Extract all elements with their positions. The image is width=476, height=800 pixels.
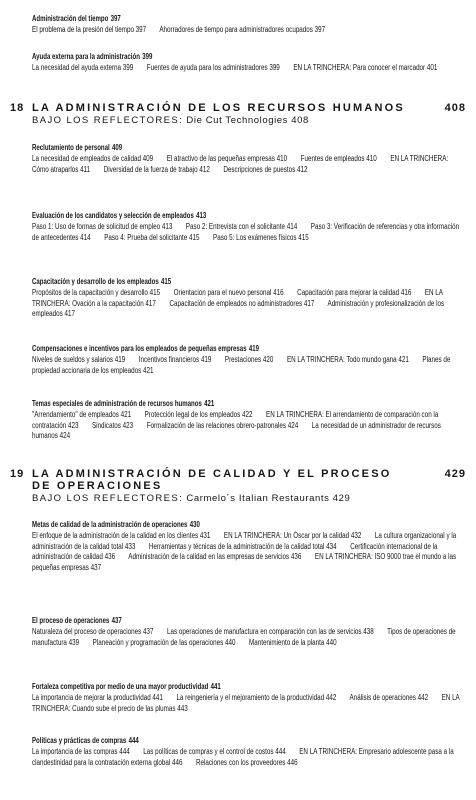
section-entries: [32, 747, 462, 768]
toc-entry: El enfoque de la administración de la calidad en los clientes 431: [32, 531, 211, 540]
toc-entry: Formalización de las relaciones obrero-patronales 424: [146, 420, 299, 430]
section-entries: [32, 355, 462, 376]
chapter-page-number: 408: [444, 102, 466, 114]
toc-entry: El atractivo de las pequeñas empresas 410: [166, 154, 288, 163]
chapter-title: LA ADMINISTRACIÓN DE LOS RECURSOS HUMANOS: [32, 102, 405, 114]
section-title-text: Reclutamiento de personal: [32, 143, 110, 152]
section-page-number: 437: [111, 616, 122, 625]
toc-entry: La importancia de mejorar la productividad 441: [32, 693, 163, 702]
section-entries: [32, 531, 462, 573]
chapter-number: 19: [10, 468, 25, 480]
toc-entry: Administración de la calidad en las empresas de servicios 436: [128, 552, 302, 562]
toc-entry: Diversidad de la fuerza de trabajo 412: [103, 164, 210, 174]
toc-section: [32, 277, 462, 320]
section-title-text: Evaluación de los candidatos y selección de empleados: [32, 211, 194, 220]
toc-entry: La necesidad del ayuda externa 399: [32, 63, 134, 72]
toc-entry: Administración y profesionalización de los empleados 417: [32, 298, 445, 319]
spotlight-line: [32, 115, 466, 126]
section-title: [32, 520, 462, 530]
toc-entry: La reingeniería y el mejoramiento de la productividad 442: [176, 693, 337, 702]
toc-entry: Paso 4: Prueba del solicitante 415: [104, 232, 200, 242]
toc-entry: Naturaleza del proceso de operaciones 437: [32, 627, 154, 636]
toc-section: [32, 736, 462, 768]
section-page-number: 421: [204, 399, 215, 408]
toc-entry: Tipos de operaciones de manufactura 439: [32, 627, 456, 647]
section-title: [32, 277, 462, 287]
toc-section: [32, 616, 462, 648]
toc-entry: Paso 5: Los exámenes físicos 415: [213, 232, 309, 242]
toc-entry: Prestaciones 420: [224, 355, 274, 364]
section-page-number: 444: [128, 736, 139, 745]
toc-entry: Propósitos de la capacitación y desarrollo 415: [32, 288, 161, 297]
chapter-title-line: [10, 102, 466, 114]
section-title-text: Ayuda externa para la administración: [32, 52, 140, 61]
toc-entry: Análisis de operaciones 442: [349, 693, 429, 702]
spotlight-label: BAJO LOS REFLECTORES:: [32, 493, 184, 504]
toc-entry: Protección legal de los empleados 422: [144, 410, 253, 419]
section-page-number: 399: [142, 52, 153, 61]
section-title: [32, 14, 462, 24]
toc-entry: Planes de propiedad accionaria de los empleados 421: [32, 355, 451, 375]
toc-entry: EN LA TRINCHERA: Un Óscar por la calidad 432: [223, 531, 362, 540]
toc-entry: Capacitación para mejorar la calidad 416: [297, 288, 412, 297]
section-page-number: 441: [210, 682, 221, 691]
toc-entry: EN LA TRINCHERA: ISO 9000 trae el mundo a las pequeñas empresas 437: [32, 552, 457, 572]
spotlight-label: BAJO LOS REFLECTORES:: [32, 115, 184, 126]
toc-entry: La necesidad de empleados de calidad 409: [32, 154, 154, 163]
section-title: [32, 682, 462, 692]
toc-entry: EN LA TRINCHERA: Cuando sube el precio de las plumas 443: [32, 693, 460, 713]
toc-section: [32, 14, 462, 36]
section-entries: [32, 410, 462, 442]
chapter-title-line: [10, 480, 466, 492]
section-page-number: 409: [111, 143, 123, 152]
toc-entry: Capacitación de empleados no administradores 417: [169, 298, 315, 308]
toc-section: [32, 52, 462, 74]
toc-section: [32, 143, 462, 175]
toc-entry: EN LA TRINCHERA: Cómo atraparlos 411: [32, 154, 449, 174]
section-title-text: Capacitación y desarrollo de los empleados: [32, 277, 159, 286]
toc-section: [32, 520, 462, 573]
section-title: [32, 344, 462, 354]
toc-entry: EN LA TRINCHERA: El arrendamiento de comparación con la contratación 423: [32, 410, 439, 430]
section-title-text: Fortaleza competitiva por medio de una mayor productividad: [32, 682, 209, 691]
section-title: [32, 52, 462, 62]
section-page-number: 397: [110, 14, 121, 23]
toc-entry: EN LA TRINCHERA: Empresario adolescente pasa a la clandestinidad para la contratación externa global 446: [32, 747, 454, 767]
section-title: [32, 211, 462, 221]
toc-entry: EN LA TRINCHERA: Para conocer el marcador 401: [293, 63, 438, 72]
toc-entry: EN LA TRINCHERA: Todo mundo gana 421: [286, 355, 409, 364]
section-page-number: 419: [248, 344, 260, 353]
chapter-heading: [10, 468, 466, 504]
section-title-text: Metas de calidad de la administración de operaciones: [32, 520, 188, 529]
section-entries: [32, 25, 462, 36]
toc-entry: Sindicatos 423: [91, 420, 134, 430]
section-title-text: Compensaciones e incentivos para los empleados de pequeñas empresas: [32, 344, 247, 353]
toc-entry: Las políticas de compras y el control de costos 444: [143, 747, 286, 756]
section-entries: [32, 627, 462, 648]
chapter-title-line: [10, 468, 466, 480]
section-title: [32, 143, 462, 153]
section-entries: [32, 222, 462, 243]
toc-entry: Paso 3: Verificación de referencias y otra información de antecedentes 414: [32, 222, 460, 242]
toc-entry: Relaciones con los proveedores 446: [196, 757, 298, 767]
section-page-number: 415: [160, 277, 172, 286]
section-title: [32, 736, 462, 746]
toc-entry: Mantenimiento de la planta 440: [248, 637, 337, 647]
spotlight-text: Carmelo´s Italian Restaurants 429: [183, 493, 351, 504]
section-entries: [32, 693, 462, 714]
toc-section: [32, 399, 462, 442]
toc-entry: Niveles de sueldos y salarios 419: [32, 355, 126, 364]
section-title-text: Administración del tiempo: [32, 14, 109, 23]
toc-entry: Certificación internacional de la administración de calidad 436: [32, 541, 438, 562]
spotlight-text: Die Cut Technologies 408: [183, 115, 309, 126]
toc-entry: Paso 1: Uso de formas de solicitud de empleo 413: [32, 222, 173, 231]
chapter-title: LA ADMINISTRACIÓN DE CALIDAD Y EL PROCESO: [32, 468, 392, 480]
toc-entry: Fuentes de ayuda para los administradores 399: [146, 63, 280, 72]
toc-entry: Ahorradores de tiempo para administradores ocupados 397: [159, 25, 326, 34]
toc-entry: Planeación y programación de las operaciones 440: [92, 637, 236, 647]
section-page-number: 430: [189, 520, 200, 529]
section-entries: [32, 63, 462, 74]
toc-entry: Fuentes de empleados 410: [300, 154, 377, 163]
spotlight-line: [32, 493, 466, 504]
toc-entry: La cultura organizacional y la administración de la calidad total 433: [32, 531, 457, 551]
section-title-text: Temas especiales de administración de recursos humanos: [32, 399, 202, 408]
section-entries: [32, 288, 462, 320]
toc-entry: Descripciones de puestos 412: [223, 164, 308, 174]
toc-entry: Herramientas y técnicas de la administración de la calidad total 434: [148, 541, 337, 551]
toc-entry: Orientacion para el nuevo personal 416: [173, 288, 284, 297]
toc-entry: La necesidad de un administrador de recursos humanos 424: [32, 420, 441, 441]
section-title: [32, 616, 462, 626]
toc-section: [32, 211, 462, 243]
toc-section: [32, 682, 462, 714]
chapter-title: DE OPERACIONES: [32, 480, 163, 492]
toc-entry: EN LA TRINCHERA: Ovación a la capacitación 417: [32, 288, 443, 308]
chapter-heading: [10, 102, 466, 126]
chapter-number: 18: [10, 102, 25, 114]
toc-entry: Incentivos financieros 419: [138, 355, 212, 364]
toc-entry: El problema de la presión del tiempo 397: [32, 25, 147, 34]
toc-entry: Paso 2: Entrevista con el solicitante 414: [185, 222, 298, 231]
section-title: [32, 399, 462, 409]
section-page-number: 413: [196, 211, 207, 220]
toc-section: [32, 344, 462, 376]
toc-entry: La importancia de las compras 444: [32, 747, 130, 756]
section-title-text: El proceso de operaciones: [32, 616, 110, 625]
toc-entry: Las operaciones de manufactura en comparación con las de servicios 438: [167, 627, 374, 636]
section-entries: [32, 154, 462, 175]
toc-entry: "Arrendamiento" de empleados 421: [32, 410, 132, 419]
chapter-page-number: 429: [444, 468, 466, 480]
section-title-text: Políticas y prácticas de compras: [32, 736, 127, 745]
